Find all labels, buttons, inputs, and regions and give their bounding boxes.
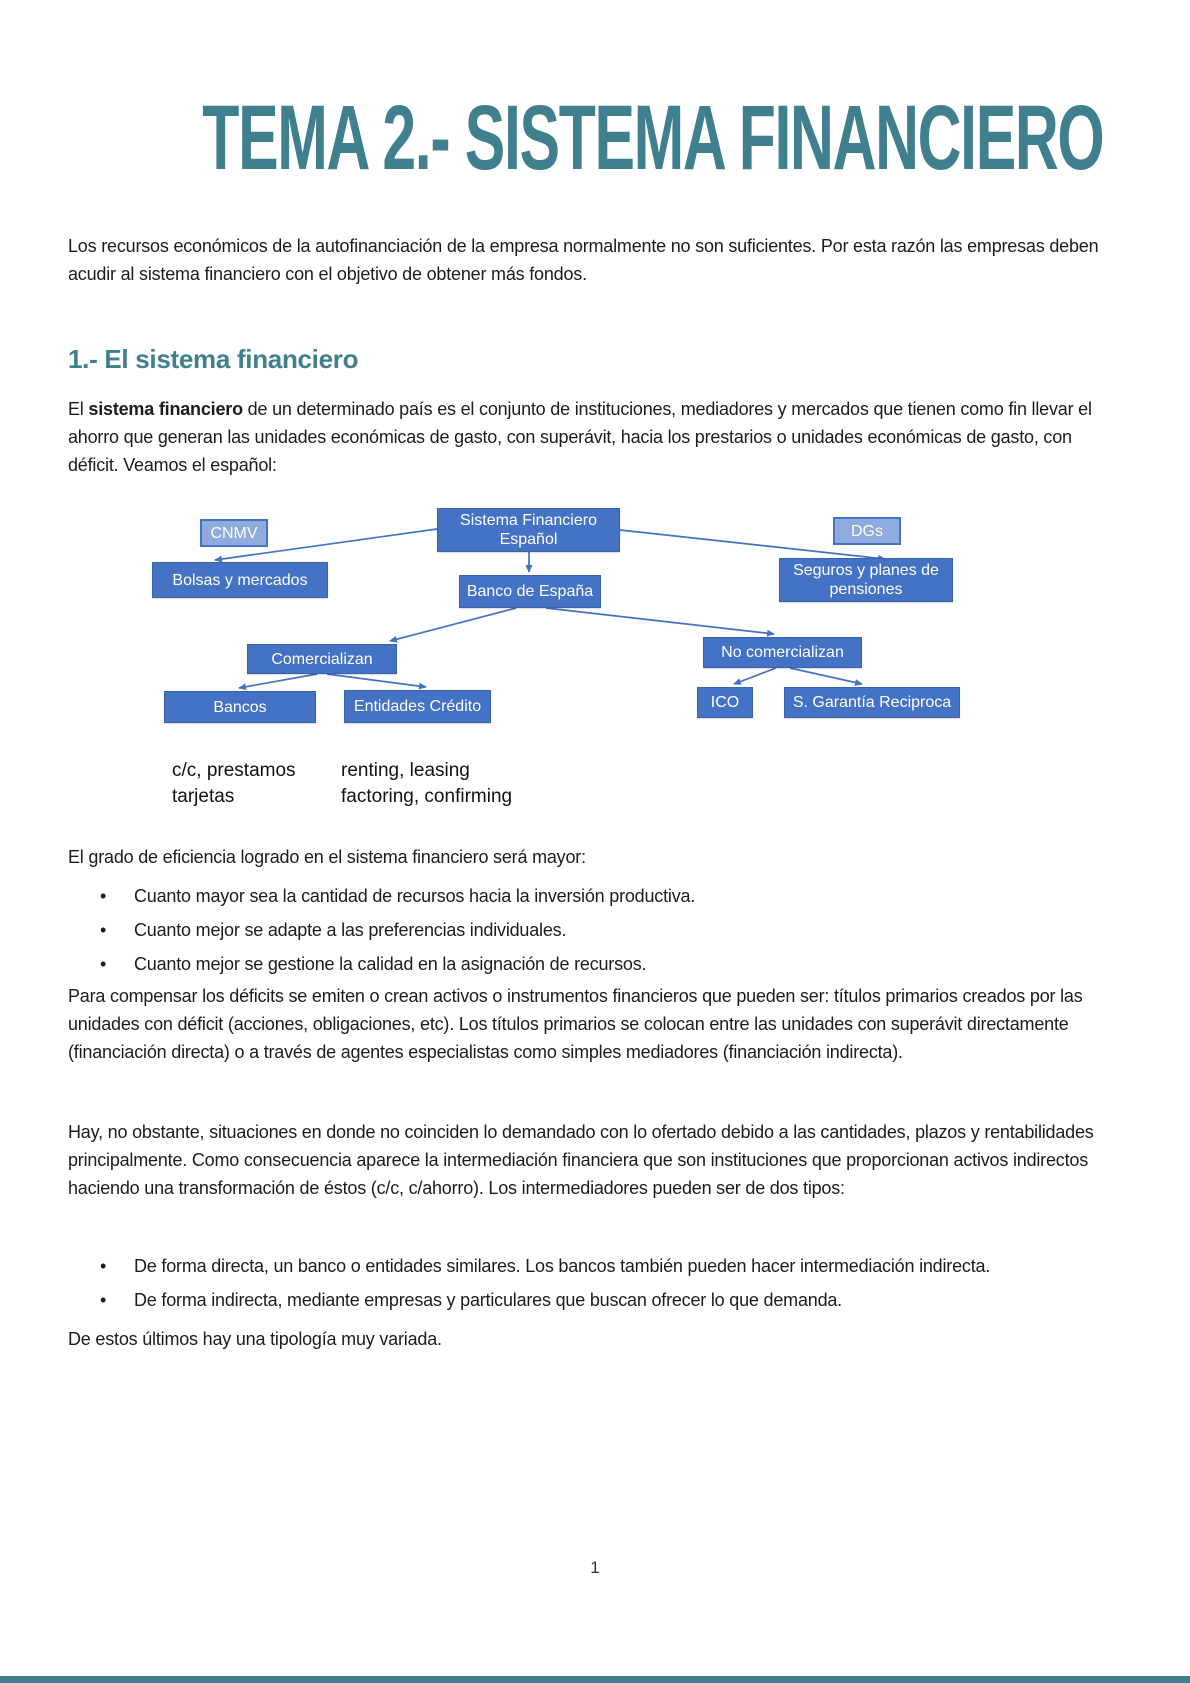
intro-paragraph: Los recursos económicos de la autofinanciación de la empresa normalmente no son suficientes. Por esta razón las empresas deben acudir al sistema financiero con el objetivo de obtener más fondos. — [68, 236, 1099, 284]
tipos-bullet-list — [100, 1252, 1090, 1320]
deficits-paragraph: Para compensar los déficits se emiten o crean activos o instrumentos financieros que pueden ser: títulos primarios creados por las unidades con déficit (acciones, obligaciones, etc). Los títulos primarios se colocan entre las unidades con superávit directamente (financiación directa) o a través de agentes especialistas como simples mediadores (financiación indirecta). — [68, 986, 1083, 1062]
diagram-box-bancos: Bancos — [164, 691, 316, 723]
diagram-box-entidades-credito: Entidades Crédito — [344, 690, 491, 723]
paragraph-text: de un determinado país es el conjunto de instituciones, mediadores y mercados que tienen como fin llevar el ahorro que generan las unidades económicas de gasto, con superávit, hacia los prestarios o unidades económicas de gasto, con déficit. Veamos el español: — [68, 399, 1092, 475]
section-heading: 1.- El sistema financiero — [68, 344, 359, 374]
efficiency-bullet-list — [100, 882, 1090, 984]
diagram-box-comercializan: Comercializan — [247, 644, 397, 674]
list-item: • De forma directa, un banco o entidades similares. Los bancos también pueden hacer intermediación indirecta. — [100, 1252, 1090, 1280]
efficiency-lead: El grado de eficiencia logrado en el sistema financiero será mayor: — [68, 847, 586, 867]
list-item: • Cuanto mayor sea la cantidad de recursos hacia la inversión productiva. — [100, 882, 1090, 910]
note-line: tarjetas — [172, 786, 235, 807]
diagram-box-sistema-financiero: Sistema Financiero Español — [437, 508, 620, 552]
diagram-note-bancos — [172, 758, 296, 810]
note-line: factoring, confirming — [341, 786, 513, 807]
diagram-box-garantia-reciproca: S. Garantía Reciproca — [784, 687, 960, 718]
diagram-box-ico: ICO — [697, 687, 753, 718]
page-number: 1 — [590, 1558, 600, 1577]
section-paragraph — [68, 395, 1124, 479]
diagram-box-banco-espana: Banco de España — [459, 575, 601, 608]
list-item: • Cuanto mejor se adapte a las preferencias individuales. — [100, 916, 1090, 944]
note-line: c/c, prestamos — [172, 760, 296, 781]
footer-accent-bar — [0, 1676, 1190, 1683]
financial-system-diagram — [0, 505, 1190, 817]
diagram-box-no-comercializan: No comercializan — [703, 637, 862, 668]
diagram-box-cnmv: CNMV — [200, 519, 268, 547]
diagram-box-seguros-pensiones: Seguros y planes de pensiones — [779, 558, 953, 602]
diagram-note-entidades — [341, 758, 512, 810]
list-item: • De forma indirecta, mediante empresas y particulares que buscan ofrecer lo que demanda. — [100, 1286, 1090, 1314]
paragraph-text: El — [68, 399, 89, 419]
bold-term: sistema financiero — [88, 399, 243, 419]
diagram-box-dgs: DGs — [833, 517, 901, 545]
page-title: TEMA 2.- SISTEMA FINANCIERO — [202, 87, 1104, 189]
intermediacion-paragraph: Hay, no obstante, situaciones en donde no coinciden lo demandado con lo ofertado debido a las cantidades, plazos y rentabilidades principalmente. Como consecuencia aparece la intermediación financiera que son instituciones que proporcionan activos indirectos haciendo una transformación de éstos (c/c, c/ahorro). Los intermediadores pueden ser de dos tipos: — [68, 1122, 1094, 1198]
list-item: • Cuanto mejor se gestione la calidad en la asignación de recursos. — [100, 950, 1090, 978]
diagram-box-bolsas-mercados: Bolsas y mercados — [152, 562, 328, 598]
closing-paragraph: De estos últimos hay una tipología muy variada. — [68, 1329, 442, 1349]
note-line: renting, leasing — [341, 760, 470, 781]
